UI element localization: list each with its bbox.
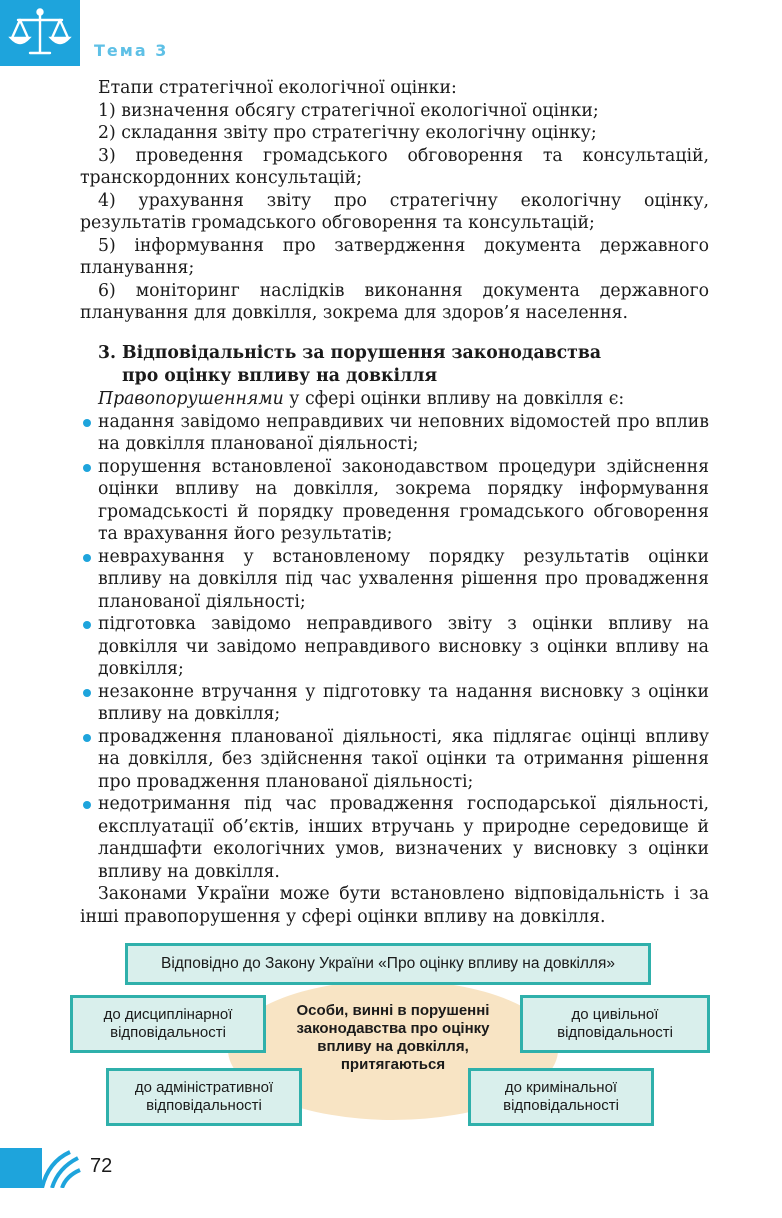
diagram-center-text: Особи, винні в порушенні законодавства про оцінку впливу на довкілля, притягаються [296,1002,490,1073]
offenses-block [80,388,709,928]
criminal-box [468,1068,654,1126]
stage-item: 1) визначення обсягу стратегічної екологічної оцінки; [98,100,599,121]
offense-item: неврахування у встановленому порядку результатів оцінки впливу на довкілля під час ухвалення рішення про провадження планованої діяльності; [80,546,709,614]
scales-icon [8,6,72,60]
offense-item: провадження планованої діяльності, яка підлягає оцінці впливу на довкілля, без здійснення такої оцінки та отримання рішення про провадження планованої діяльності; [80,726,709,794]
administrative-box [106,1068,302,1126]
offenses-intro-rest: у сфері оцінки впливу на довкілля є: [283,389,625,409]
offense-item: недотримання під час провадження господарської діяльності, експлуатації об’єктів, інших втручань у природне середовище й ландшафти екологічних умов, визначених у висновку з оцінки впливу на довкілля. [80,793,709,883]
corner-block [0,0,80,66]
stages-block [80,77,709,325]
stages-intro: Етапи стратегічної екологічної оцінки: [98,78,457,98]
disciplinary-box [70,995,266,1053]
civil-line1: до цивільної [571,1006,659,1023]
offense-item: підготовка завідомо неправдивого звіту з оцінки впливу на довкілля чи завідомо неправдивого висновку з оцінки впливу на довкілля; [80,613,709,681]
offense-item: порушення встановленої законодавством процедури здійснення оцінки впливу на довкілля, зокрема порядку інформування громадськості й порядку проведення громадського обговорення та врахування його результатів; [80,456,709,546]
administrative-line2: відповідальності [146,1097,262,1114]
civil-line2: відповідальності [557,1024,673,1041]
administrative-line1: до адміністративної [134,1079,274,1096]
section-heading-line2: про оцінку впливу на довкілля [122,365,438,386]
diagram-top-box: Відповідно до Закону України «Про оцінку впливу на довкілля» [125,943,651,985]
stage-item: 4) урахування звіту про стратегічну екологічну оцінку, результатів громадського обговорення та консультацій; [80,190,709,233]
stage-item: 3) проведення громадського обговорення та консультацій, транскордонних консультацій; [80,145,709,188]
criminal-line1: до кримінальної [504,1079,618,1096]
offenses-intro [80,388,709,411]
criminal-line2: відповідальності [503,1097,619,1114]
liability-diagram [0,930,782,1130]
topic-label: Тема 3 [94,41,169,60]
stage-item: 6) моніторинг наслідків виконання документа державного планування для довкілля, зокрема для здоров’я населення. [80,280,709,323]
page-number: 72 [90,1155,113,1177]
stage-item: 5) інформування про затвердження документа державного планування; [80,235,709,278]
disciplinary-line2: відповідальності [110,1024,226,1041]
offenses-term: Правопорушеннями [98,389,284,409]
section-heading [98,342,698,387]
civil-box [520,995,710,1053]
closing-paragraph: Законами України може бути встановлено відповідальність і за інші правопорушення у сфері оцінки впливу на довкілля. [80,884,709,927]
section-heading-line1: 3. Відповідальність за порушення законодавства [98,343,602,363]
stage-item: 2) складання звіту про стратегічну екологічну оцінку; [98,123,597,143]
page-waves-icon [0,1148,82,1188]
offense-item: незаконне втручання у підготовку та надання висновку з оцінки впливу на довкілля; [80,681,709,726]
disciplinary-line1: до дисциплінарної [103,1006,233,1023]
offense-item: надання завідомо неправдивих чи неповних відомостей про вплив на довкілля планованої діяльності; [80,411,709,456]
